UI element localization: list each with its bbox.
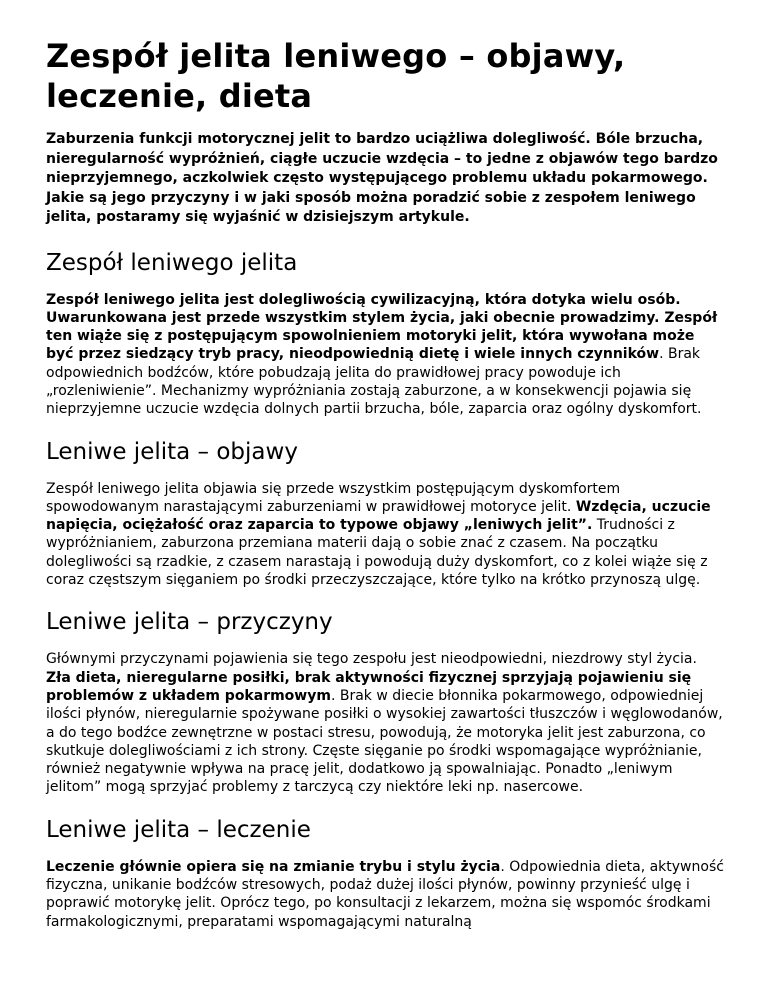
paragraph-text: . Brak odpowiednich bodźców, które pobudzają jelita do prawidłowej pracy powoduje ich „rozleniwienie”. Mechanizmy wypróżniania zostają zaburzone, a w konsekwencji pojawia się nieprzyjemne uczucie wzdęcia dolnych partii brzucha, bóle, zaparcia oraz ogólny dyskomfort. bbox=[46, 346, 702, 418]
paragraph-text: Głównymi przyczynami pojawienia się tego zespołu jest nieodpowiedni, niezdrowy styl życia. bbox=[46, 651, 697, 668]
section-heading-treatment: Leniwe jelita – leczenie bbox=[46, 816, 311, 843]
emphasis-text: Zespół leniwego jelita jest dolegliwością cywilizacyjną, która dotyka wielu osób. Uwarunkowana jest przede wszystkim stylem życia, jaki obecnie prowadzimy. Zespół ten wiąże się z postępującym spowolnieniem motoryki jelit, która wywołana może być przez siedzący tryb pracy, nieodpowiednią dietę i wiele innych czynników bbox=[46, 291, 718, 363]
emphasis-text: Leczenie głównie opiera się na zmianie trybu i stylu życia bbox=[46, 858, 501, 875]
section-heading-lazy-bowel: Zespół leniwego jelita bbox=[46, 249, 298, 276]
section-paragraph-lazy-bowel bbox=[46, 291, 724, 419]
section-paragraph-treatment bbox=[46, 858, 724, 931]
section-paragraph-causes bbox=[46, 650, 724, 796]
article-title: Zespół jelita leniwego – objawy, leczenie, dieta bbox=[46, 37, 626, 115]
article-lead: Zaburzenia funkcji motorycznej jelit to bardzo uciążliwa dolegliwość. Bóle brzucha, nieregularność wypróżnień, ciągłe uczucie wzdęcia – to jedne z objawów tego bardzo nieprzyjemnego, aczkolwiek często występującego problemu układu pokarmowego. Jakie są jego przyczyny i w jaki sposób można poradzić sobie z zespołem leniwego jelita, postaramy się wyjaśnić w dzisiejszym artykule. bbox=[46, 131, 718, 225]
section-heading-symptoms: Leniwe jelita – objawy bbox=[46, 438, 298, 465]
section-heading-causes: Leniwe jelita – przyczyny bbox=[46, 609, 333, 636]
emphasis-text: Wzdęcia, uczucie napięcia, ociężałość oraz zaparcia to typowe objawy „leniwych jelit”. bbox=[46, 498, 711, 534]
paragraph-text: Trudności z wypróżnianiem, zaburzona przemiana materii dają o sobie znać z czasem. Na początku dolegliwości są rzadkie, z czasem narastają i powodują duży dyskomfort, co z kolei wiąże się z coraz częstszym sięganiem po środki przeczyszczające, które tylko na krótko przynoszą ulgę. bbox=[46, 517, 708, 589]
paragraph-text: . Brak w diecie błonnika pokarmowego, odpowiedniej ilości płynów, nieregularnie spożywane posiłki o wysokiej zawartości tłuszczów i węglowodanów, a do tego bodźce zewnętrzne w postaci stresu, powodują, że motoryka jelit jest zaburzona, co skutkuje dolegliwościami z ich strony. Częste sięganie po środki wspomagające wypróżnianie, również negatywnie wpływa na pracę jelit, dodatkowo ją spowalniając. Ponadto „leniwym jelitom” mogą sprzyjać problemy z tarczycą czy niektóre leki np. nasercowe. bbox=[46, 687, 723, 796]
paragraph-text: . Odpowiednia dieta, aktywność fizyczna, unikanie bodźców stresowych, podaż dużej ilości płynów, powinny przynieść ulgę i poprawić motorykę jelit. Oprócz tego, po konsultacji z lekarzem, można się wspomóc środkami farmakologicznymi, preparatami wspomagającymi naturalną bbox=[46, 858, 724, 930]
paragraph-text: Zespół leniwego jelita objawia się przede wszystkim postępującym dyskomfortem spowodowanym narastającymi zaburzeniami w prawidłowej motoryce jelit. bbox=[46, 480, 621, 515]
section-paragraph-symptoms bbox=[46, 480, 724, 590]
emphasis-text: Zła dieta, nieregularne posiłki, brak aktywności fizycznej sprzyjają pojawieniu się problemów z układem pokarmowym bbox=[46, 669, 692, 704]
